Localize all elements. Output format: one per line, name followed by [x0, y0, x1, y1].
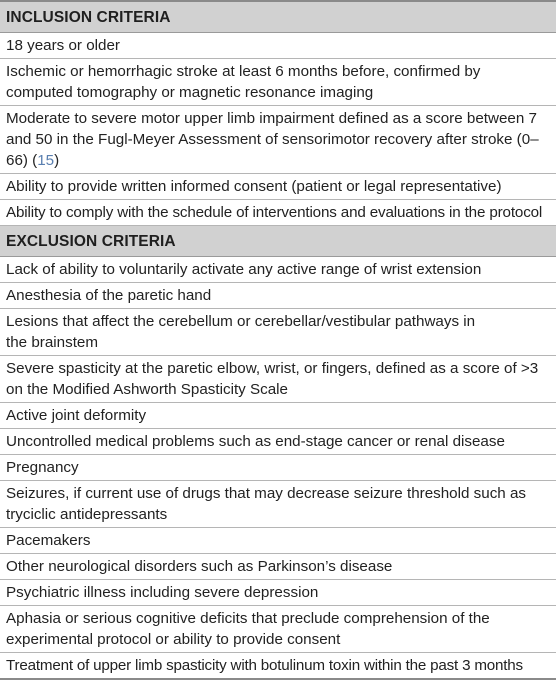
reference-link[interactable]: 15	[37, 152, 55, 169]
inclusion-criterion-text-close: )	[54, 152, 60, 169]
exclusion-criterion: Other neurological disorders such as Parkinson’s disease	[0, 554, 556, 580]
exclusion-criterion: Seizures, if current use of drugs that may decrease seizure threshold such as tryciclic antidepressants	[0, 481, 556, 528]
inclusion-criteria-header: INCLUSION CRITERIA	[0, 2, 556, 33]
exclusion-criterion: Active joint deformity	[0, 403, 556, 429]
inclusion-criterion	[0, 106, 556, 174]
inclusion-criterion: Ischemic or hemorrhagic stroke at least 6 months before, confirmed by computed tomography or magnetic resonance imaging	[0, 59, 556, 106]
exclusion-criterion: Lack of ability to voluntarily activate any active range of wrist extension	[0, 257, 556, 283]
exclusion-criterion: Psychiatric illness including severe depression	[0, 580, 556, 606]
exclusion-criteria-header: EXCLUSION CRITERIA	[0, 226, 556, 257]
exclusion-criterion: Treatment of upper limb spasticity with botulinum toxin within the past 3 months	[0, 653, 556, 680]
exclusion-criterion: Pregnancy	[0, 455, 556, 481]
inclusion-criterion-text: Moderate to severe motor upper limb impairment defined as a score between 7 and 50 in the Fugl-Meyer Assessment of sensorimotor recovery after stroke (0–66) (	[6, 110, 539, 169]
exclusion-criterion: Pacemakers	[0, 528, 556, 554]
exclusion-criterion: Uncontrolled medical problems such as end-stage cancer or renal disease	[0, 429, 556, 455]
exclusion-criterion: Aphasia or serious cognitive deficits that preclude comprehension of the experimental protocol or ability to provide consent	[0, 606, 556, 653]
inclusion-criterion: Ability to provide written informed consent (patient or legal representative)	[0, 174, 556, 200]
exclusion-criterion: Lesions that affect the cerebellum or cerebellar/vestibular pathways in the brainstem	[0, 309, 556, 356]
inclusion-criterion: 18 years or older	[0, 33, 556, 59]
exclusion-criterion: Severe spasticity at the paretic elbow, wrist, or fingers, defined as a score of >3 on the Modified Ashworth Spasticity Scale	[0, 356, 556, 403]
exclusion-criterion: Anesthesia of the paretic hand	[0, 283, 556, 309]
inclusion-criterion: Ability to comply with the schedule of interventions and evaluations in the protocol	[0, 200, 556, 226]
